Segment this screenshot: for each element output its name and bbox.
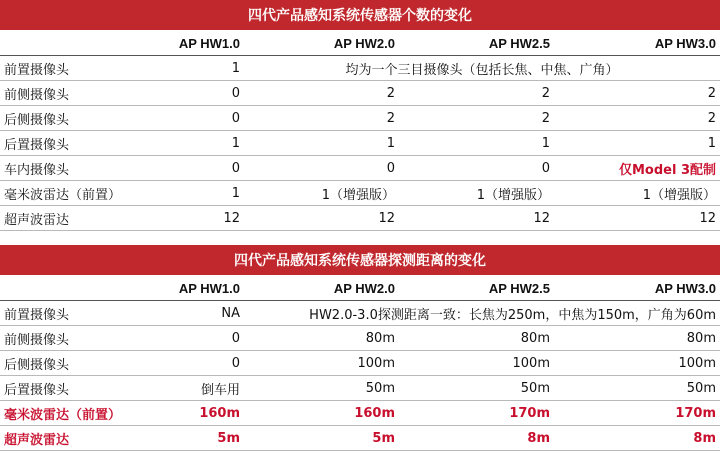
- cell-value: 160m: [354, 405, 395, 421]
- cell-value: 1: [231, 185, 240, 201]
- table-row-highlight: [0, 401, 720, 426]
- header-cell: AP HW2.5: [488, 35, 550, 51]
- cell-value: 1: [231, 135, 240, 151]
- cell-value: 12: [699, 210, 716, 226]
- table-row: [0, 206, 720, 231]
- row-label: 后置摄像头: [4, 137, 70, 153]
- cell-value: 100m: [678, 355, 716, 371]
- header-cell: AP HW1.0: [178, 280, 240, 296]
- cell-value: 1（增强版）: [321, 187, 395, 203]
- table-row: [0, 301, 720, 326]
- table-row: [0, 81, 720, 106]
- cell-value: 80m: [365, 330, 395, 346]
- cell-value: 5m: [217, 430, 240, 446]
- cell-value: 50m: [686, 380, 716, 396]
- cell-value: 5m: [372, 430, 395, 446]
- sensor-count-table: [0, 31, 720, 231]
- cell-value: 1: [707, 135, 716, 151]
- table-row: [0, 326, 720, 351]
- table-row: [0, 376, 720, 401]
- cell-value: 2: [541, 85, 550, 101]
- row-label: 后置摄像头: [4, 382, 70, 398]
- cell-value: 0: [231, 160, 240, 176]
- cell-value: 0: [231, 85, 240, 101]
- row-label: 前侧摄像头: [4, 332, 70, 348]
- cell-value: 8m: [693, 430, 716, 446]
- table-row: [0, 351, 720, 376]
- cell-value: 12: [533, 210, 550, 226]
- cell-value: 0: [541, 160, 550, 176]
- row-label: 毫米波雷达（前置）: [4, 187, 122, 203]
- row-label: 超声波雷达: [4, 432, 70, 448]
- table-row: [0, 181, 720, 206]
- cell-value: 2: [386, 85, 395, 101]
- row-label: 前置摄像头: [4, 307, 70, 323]
- cell-value: 2: [707, 85, 716, 101]
- cell-value: 2: [707, 110, 716, 126]
- cell-value: 0: [231, 330, 240, 346]
- merged-cell: HW2.0-3.0探测距离一致：长焦为250m，中焦为150m，广角为60m: [309, 307, 716, 323]
- cell-value: 100m: [512, 355, 550, 371]
- row-label: 前置摄像头: [4, 62, 70, 78]
- header-cell: AP HW3.0: [654, 280, 716, 296]
- cell-value: 100m: [357, 355, 395, 371]
- row-label: 车内摄像头: [4, 162, 70, 178]
- cell-value: 0: [386, 160, 395, 176]
- cell-value: 50m: [365, 380, 395, 396]
- row-label: 后侧摄像头: [4, 357, 70, 373]
- row-label: 前侧摄像头: [4, 87, 70, 103]
- table-row: [0, 56, 720, 81]
- cell-value: 170m: [509, 405, 550, 421]
- header-cell: AP HW2.5: [488, 280, 550, 296]
- table-row-highlight: [0, 426, 720, 451]
- cell-value: 2: [541, 110, 550, 126]
- cell-value: 170m: [675, 405, 716, 421]
- cell-value: 80m: [686, 330, 716, 346]
- cell-value: 2: [386, 110, 395, 126]
- cell-value: 0: [231, 355, 240, 371]
- merged-cell: 均为一个三目摄像头（包括长焦、中焦、广角）: [345, 62, 619, 78]
- cell-value: 160m: [199, 405, 240, 421]
- cell-value: 1: [386, 135, 395, 151]
- table-header-row: [0, 276, 720, 301]
- header-cell: AP HW1.0: [178, 35, 240, 51]
- row-label: 超声波雷达: [4, 212, 70, 228]
- header-cell: AP HW2.0: [333, 35, 395, 51]
- row-label: 毫米波雷达（前置）: [4, 407, 122, 423]
- header-cell: AP HW3.0: [654, 35, 716, 51]
- cell-value: 0: [231, 110, 240, 126]
- table2-title: 四代产品感知系统传感器探测距离的变化: [0, 245, 720, 275]
- cell-value: 80m: [520, 330, 550, 346]
- table1-title: 四代产品感知系统传感器个数的变化: [0, 0, 720, 30]
- detection-range-table: [0, 276, 720, 451]
- cell-value: 倒车用: [200, 382, 240, 398]
- row-label: 后侧摄像头: [4, 112, 70, 128]
- cell-value: 8m: [527, 430, 550, 446]
- cell-value: 1: [541, 135, 550, 151]
- cell-value: 50m: [520, 380, 550, 396]
- cell-value: 12: [378, 210, 395, 226]
- cell-value: 1（增强版）: [642, 187, 716, 203]
- table-row: [0, 156, 720, 181]
- cell-value: 1（增强版）: [476, 187, 550, 203]
- cell-value: 12: [223, 210, 240, 226]
- cell-value: NA: [221, 305, 240, 321]
- table-row: [0, 131, 720, 156]
- highlight-note: 仅Model 3配制: [618, 162, 716, 178]
- table-header-row: [0, 31, 720, 56]
- cell-value: 1: [231, 60, 240, 76]
- header-cell: AP HW2.0: [333, 280, 395, 296]
- table-row: [0, 106, 720, 131]
